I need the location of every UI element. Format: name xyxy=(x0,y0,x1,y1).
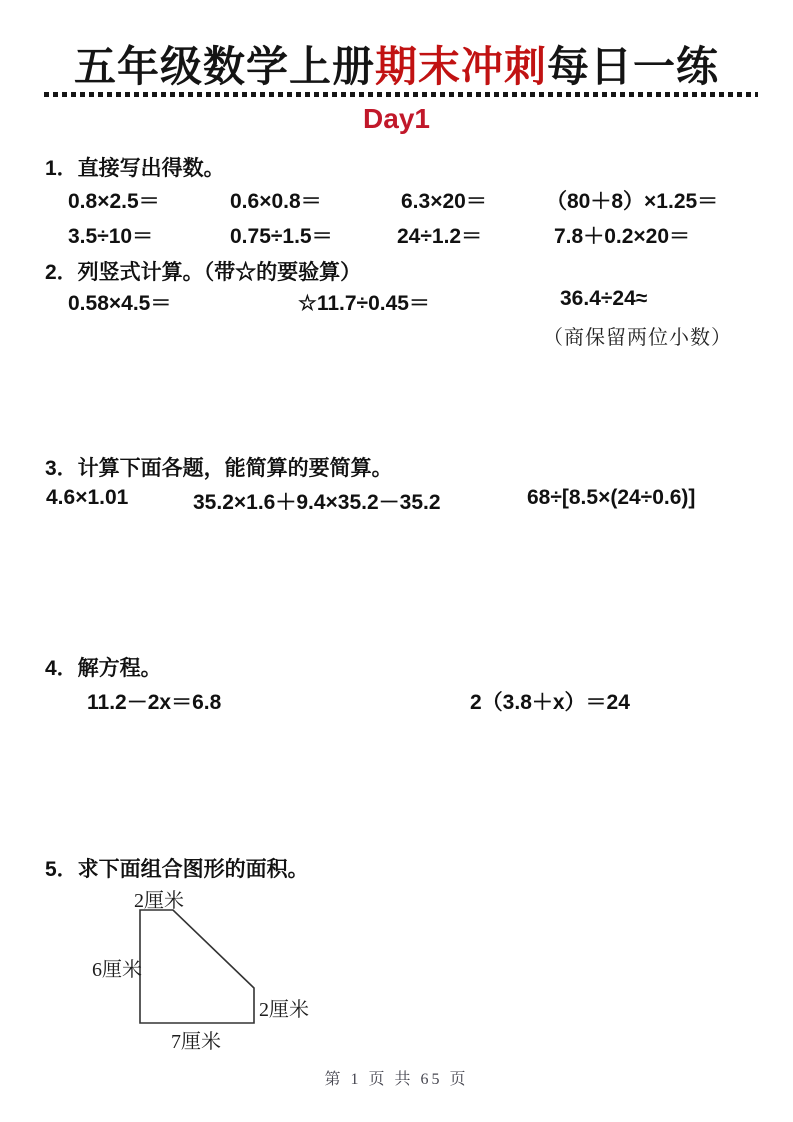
question-2-note: （商保留两位小数） xyxy=(543,327,732,349)
title-text-pre: 五年级数学上册 xyxy=(73,43,375,90)
question-4-row xyxy=(0,686,793,714)
dotted-divider xyxy=(44,92,758,97)
dimension-label-left: 6厘米 xyxy=(92,959,142,981)
page-title xyxy=(0,34,793,94)
question-1-heading: 1．直接写出得数。 xyxy=(45,157,225,180)
question-4-heading: 4．解方程。 xyxy=(45,657,162,680)
title-text-highlight: 期末冲刺 xyxy=(374,43,547,90)
equation-q2-3: 36.4÷24≈ xyxy=(560,287,648,310)
equation-q1-2: 0.6×0.8＝ xyxy=(230,190,322,213)
equation-q1-5: 3.5÷10＝ xyxy=(68,225,154,248)
equation-q1-8: 7.8＋0.2×20＝ xyxy=(554,225,691,248)
dimension-label-right: 2厘米 xyxy=(259,999,309,1021)
question-2-heading: 2．列竖式计算。（带☆的要验算） xyxy=(45,261,362,284)
equation-q3-2: 35.2×1.6＋9.4×35.2－35.2 xyxy=(193,491,441,514)
page-number-footer: 第 1 页 共 65 页 xyxy=(324,1071,469,1088)
figure-polygon xyxy=(140,910,254,1023)
equation-q2-1: 0.58×4.5＝ xyxy=(68,292,172,315)
dimension-label-top: 2厘米 xyxy=(134,890,184,912)
equation-q2-2: ☆11.7÷0.45＝ xyxy=(298,292,430,315)
equation-q1-4: （80＋8）×1.25＝ xyxy=(546,190,719,213)
question-2-row xyxy=(0,287,793,315)
equation-q1-7: 24÷1.2＝ xyxy=(397,225,483,248)
dimension-label-bottom: 7厘米 xyxy=(171,1031,221,1053)
question-1-row-2 xyxy=(0,220,793,248)
equation-q3-1: 4.6×1.01 xyxy=(46,486,129,509)
question-3-row xyxy=(0,486,793,514)
equation-q4-1: 11.2－2x＝6.8 xyxy=(87,691,222,714)
composite-shape-figure xyxy=(139,908,256,1025)
equation-q3-3: 68÷[8.5×(24÷0.6)] xyxy=(527,486,696,509)
day-label: Day1 xyxy=(363,103,430,134)
question-5-heading: 5．求下面组合图形的面积。 xyxy=(45,858,309,881)
question-1-row-1 xyxy=(0,185,793,213)
equation-q1-1: 0.8×2.5＝ xyxy=(68,190,160,213)
title-text-post: 每日一练 xyxy=(547,43,720,90)
equation-q4-2: 2（3.8＋x）＝24 xyxy=(470,691,630,714)
equation-q1-6: 0.75÷1.5＝ xyxy=(230,225,333,248)
question-3-heading: 3．计算下面各题，能简算的要简算。 xyxy=(45,457,393,480)
equation-q1-3: 6.3×20＝ xyxy=(401,190,487,213)
